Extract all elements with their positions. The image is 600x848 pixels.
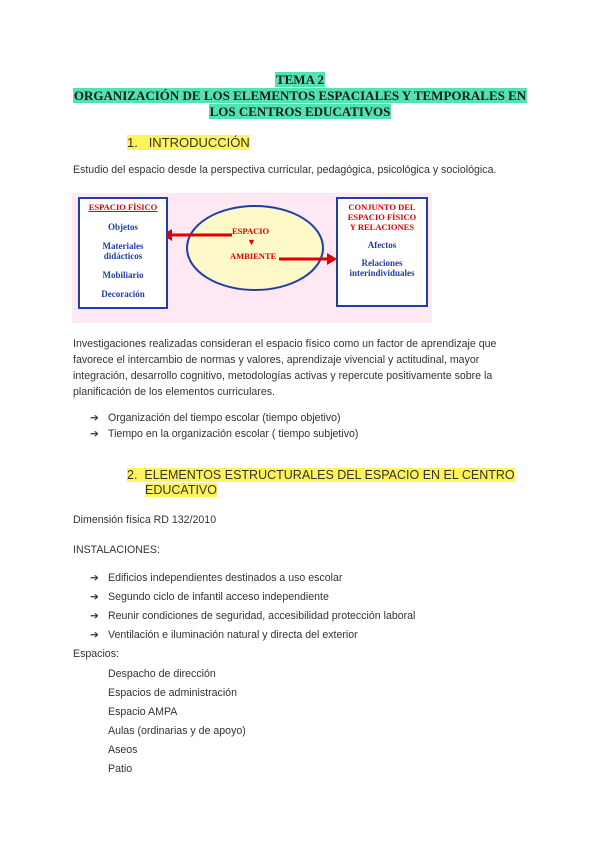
label-espacio: ESPACIO <box>232 226 270 236</box>
time-bullet-text: Organización del tiempo escolar (tiempo objetivo) <box>108 412 341 424</box>
section-1-heading <box>127 135 250 150</box>
conjunto-title-2: ESPACIO FÍSICO <box>347 212 417 222</box>
espacio-item: Aseos <box>108 744 138 756</box>
item-didacticos: didácticos <box>103 251 143 261</box>
inst-bullet-text: Edificios independientes destinados a uso escolar <box>108 572 343 584</box>
time-bullet-text: Tiempo en la organización escolar ( tiempo subjetivo) <box>108 428 359 440</box>
espacio-item: Aulas (ordinarias y de apoyo) <box>108 725 246 737</box>
title-line-3: LOS CENTROS EDUCATIVOS <box>209 104 391 119</box>
inst-bullet <box>90 627 358 643</box>
section-1-label: INTRODUCCIÓN <box>148 135 250 150</box>
dimension-text: Dimensión física RD 132/2010 <box>73 514 217 526</box>
conjunto-box <box>336 197 428 307</box>
item-afectos: Afectos <box>367 240 397 250</box>
document-title <box>0 72 600 120</box>
inst-bullet <box>90 589 329 605</box>
para-1-line-1: Investigaciones realizadas consideran el espacio físico como un factor de aprendizaje que <box>73 338 497 350</box>
item-interindividuales: interindividuales <box>349 268 415 278</box>
espacio-item: Despacho de dirección <box>108 668 216 680</box>
espacio-fisico-title: ESPACIO FÍSICO <box>88 202 158 212</box>
arrow-icon: ➔ <box>90 412 99 424</box>
intro-text: Estudio del espacio desde la perspectiva curricular, pedagógica, psicológica y sociológica. <box>73 164 497 176</box>
arrow-icon: ➔ <box>90 629 99 641</box>
space-diagram <box>72 193 432 323</box>
arrow-icon: ➔ <box>90 572 99 584</box>
label-ambiente: AMBIENTE <box>230 251 277 261</box>
inst-bullet-text: Segundo ciclo de infantil acceso independiente <box>108 591 329 603</box>
arrow-icon: ➔ <box>90 610 99 622</box>
section-1-number: 1. <box>127 135 138 150</box>
espacio-item: Espacios de administración <box>108 687 237 699</box>
time-bullet <box>90 410 341 426</box>
espacios-label: Espacios: <box>73 648 119 660</box>
item-mobiliario: Mobiliario <box>102 270 144 280</box>
item-relaciones: Relaciones <box>361 258 403 268</box>
inst-bullet <box>90 570 342 586</box>
time-bullet <box>90 426 358 442</box>
section-2-line-1: ELEMENTOS ESTRUCTURALES DEL ESPACIO EN EL CENTRO <box>144 468 515 482</box>
item-decoracion: Decoración <box>101 289 145 299</box>
down-arrow-icon: ▼ <box>247 237 256 247</box>
item-objetos: Objetos <box>108 222 138 232</box>
conjunto-title-1: CONJUNTO DEL <box>348 202 416 212</box>
title-line-2: ORGANIZACIÓN DE LOS ELEMENTOS ESPACIALES Y TEMPORALES EN <box>73 88 527 103</box>
para-1-line-4: planificación de los elementos curriculares. <box>73 386 275 398</box>
inst-bullet-text: Reunir condiciones de seguridad, accesibilidad protección laboral <box>108 610 416 622</box>
section-2-heading <box>127 468 527 498</box>
inst-bullet-text: Ventilación e iluminación natural y directa del exterior <box>108 629 358 641</box>
title-line-1: TEMA 2 <box>275 72 325 87</box>
para-1-line-3: integración, desarrollo cognitivo, metodologías activas y repercute positivamente sobre la <box>73 370 493 382</box>
section-2-number: 2. <box>127 468 138 482</box>
para-1-line-2: favorece el intercambio de normas y valores, aprendizaje vivencial y actitudinal, mayor <box>73 354 480 366</box>
espacio-item: Patio <box>108 763 133 775</box>
espacio-fisico-box <box>78 197 168 309</box>
conjunto-title-3: Y RELACIONES <box>349 222 415 232</box>
espacio-item: Espacio AMPA <box>108 706 178 718</box>
section-2-line-2: EDUCATIVO <box>145 483 217 497</box>
ambiente-ellipse <box>187 206 323 290</box>
instalaciones-label: INSTALACIONES: <box>73 544 160 556</box>
inst-bullet <box>90 608 415 624</box>
item-materiales: Materiales <box>102 241 144 251</box>
arrow-icon: ➔ <box>90 428 99 440</box>
arrow-icon: ➔ <box>90 591 99 603</box>
